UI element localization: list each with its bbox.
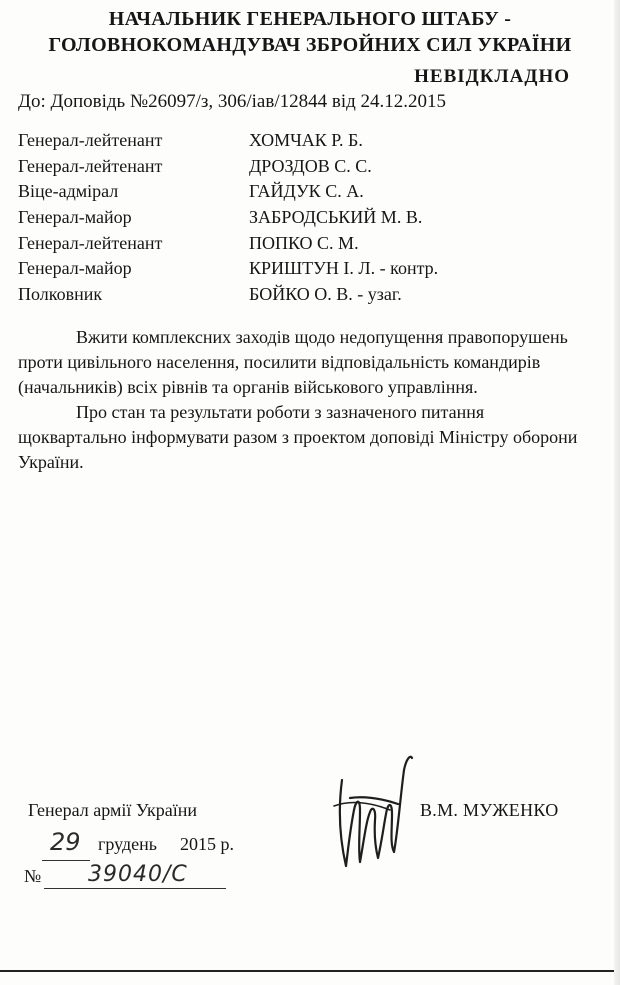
number-sign: № — [24, 866, 42, 886]
recipient-rank: Віце-адмірал — [18, 181, 119, 202]
document-number — [24, 862, 284, 896]
recipient-name: ЗАБРОДСЬКИЙ М. В. — [249, 207, 423, 228]
recipient-row — [18, 179, 578, 205]
recipient-rank: Генерал-лейтенант — [18, 155, 163, 176]
signatory-name: В.М. МУЖЕНКО — [420, 800, 559, 820]
date-month: грудень — [98, 834, 158, 854]
recipient-rank: Полковник — [18, 284, 103, 305]
date-day-underline — [42, 860, 90, 861]
recipient-rank: Генерал-майор — [18, 258, 132, 279]
number-underline — [44, 888, 226, 889]
recipient-row — [18, 282, 578, 308]
scan-edge-shadow — [614, 0, 620, 985]
order-body — [18, 325, 578, 475]
number-handwritten: 39040/С — [88, 862, 188, 887]
date-year: 2015 р. — [180, 834, 234, 854]
recipient-name: ДРОЗДОВ С. С. — [249, 155, 372, 176]
urgency-label: НЕВІДКЛАДНО — [414, 66, 570, 87]
reference-line: До: Доповідь №26097/з, 306/іав/12844 від 24.12.2015 — [18, 91, 447, 112]
order-paragraph-1: Вжити комплексних заходів щодо недопущення правопорушень проти цивільного населення, посилити відповідальність командирів (начальників) всіх рівнів та органів військового управління. — [18, 327, 568, 397]
document-header — [20, 6, 600, 58]
signatory-title: Генерал армії України — [28, 800, 198, 820]
recipient-rank: Генерал-лейтенант — [18, 232, 163, 253]
handwritten-signature — [320, 740, 420, 880]
recipient-row — [18, 205, 578, 231]
recipient-row — [18, 154, 578, 180]
document-date — [20, 828, 320, 864]
recipient-rank: Генерал-майор — [18, 207, 132, 228]
header-line-1: НАЧАЛЬНИК ГЕНЕРАЛЬНОГО ШТАБУ - — [108, 8, 512, 30]
date-day-handwritten: 29 — [50, 828, 81, 856]
recipient-name: ПОПКО С. М. — [249, 232, 359, 253]
recipient-name: БОЙКО О. В. - узаг. — [249, 284, 402, 305]
recipient-name: ХОМЧАК Р. Б. — [249, 130, 363, 150]
order-paragraph-2: Про стан та результати роботи з зазначеного питання щоквартально інформувати разом з проектом доповіді Міністру оборони України. — [18, 402, 578, 472]
page-bottom-rule — [0, 970, 620, 972]
header-line-2: ГОЛОВНОКОМАНДУВАЧ ЗБРОЙНИХ СИЛ УКРАЇНИ — [48, 34, 572, 56]
recipient-name: ГАЙДУК С. А. — [249, 181, 364, 202]
recipient-row — [18, 256, 578, 282]
recipient-row — [18, 231, 578, 257]
recipient-row — [18, 128, 578, 154]
recipient-name: КРИШТУН І. Л. - контр. — [249, 258, 439, 279]
recipient-rank: Генерал-лейтенант — [18, 130, 163, 150]
recipients-list — [18, 128, 578, 308]
